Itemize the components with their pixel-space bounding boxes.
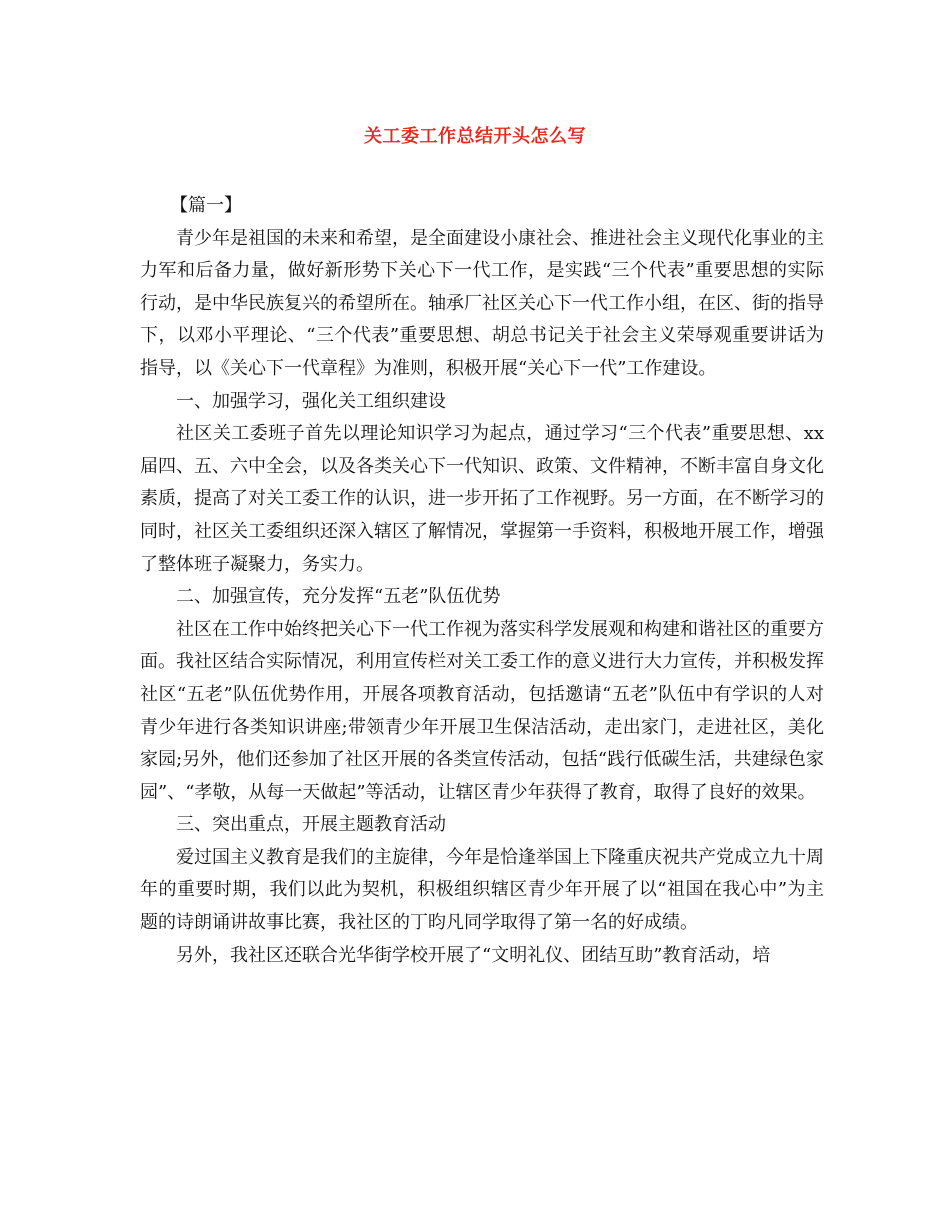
section-label: 【篇一】 xyxy=(170,195,242,216)
paragraph-4: 另外，我社区还联合光华街学校开展了“文明礼仪、团结互助”教育活动，培 xyxy=(176,944,771,966)
document-title: 关工委工作总结开头怎么写 xyxy=(364,126,586,147)
paragraph-intro: 青少年是祖国的未来和希望，是全面建设小康社会、推进社会主义现代化事业的主力军和后备力量，做好新形势下关心下一代工作，是实践“三个代表”重要思想的实际行动，是中华民族复兴的希望所在。轴承厂社区关心下一代工作小组，在区、街的指导下，以邓小平理论、“三个代表”重要思想、胡总书记关于社会主义荣辱观重要讲话为指导，以《关心下一代章程》为准则，积极开展“关心下一代”工作建设。 xyxy=(140,227,824,379)
heading-1: 一、加强学习，强化关工组织建设 xyxy=(176,390,446,412)
paragraph-3: 爱过国主义教育是我们的主旋律，今年是恰逢举国上下隆重庆祝共产党成立九十周年的重要时期，我们以此为契机，积极组织辖区青少年开展了以“祖国在我心中”为主题的诗朗诵讲故事比赛，我社区的丁昀凡同学取得了第一名的好成绩。 xyxy=(140,846,824,934)
paragraph-2: 社区在工作中始终把关心下一代工作视为落实科学发展观和构建和谐社区的重要方面。我社区结合实际情况，利用宣传栏对关工委工作的意义进行大力宣传，并积极发挥社区“五老”队伍优势作用，开展各项教育活动，包括邀请“五老”队伍中有学识的人对青少年进行各类知识讲座;带领青少年开展卫生保洁活动，走出家门，走进社区，美化家园;另外，他们还参加了社区开展的各类宣传活动，包括“践行低碳生活，共建绿色家园”、“孝敬，从每一天做起”等活动，让辖区青少年获得了教育，取得了良好的效果。 xyxy=(140,618,824,803)
heading-2: 二、加强宣传，充分发挥“五老”队伍优势 xyxy=(176,586,501,608)
paragraph-1: 社区关工委班子首先以理论知识学习为起点，通过学习“三个代表”重要思想、xx届四、五、六中全会，以及各类关心下一代知识、政策、文件精神，不断丰富自身文化素质，提高了对关工委工作的认识，进一步开拓了工作视野。另一方面，在不断学习的同时，社区关工委组织还深入辖区了解情况，掌握第一手资料，积极地开展工作，增强了整体班子凝聚力，务实力。 xyxy=(140,423,824,575)
heading-3: 三、突出重点，开展主题教育活动 xyxy=(176,814,446,836)
document-body xyxy=(140,190,824,972)
